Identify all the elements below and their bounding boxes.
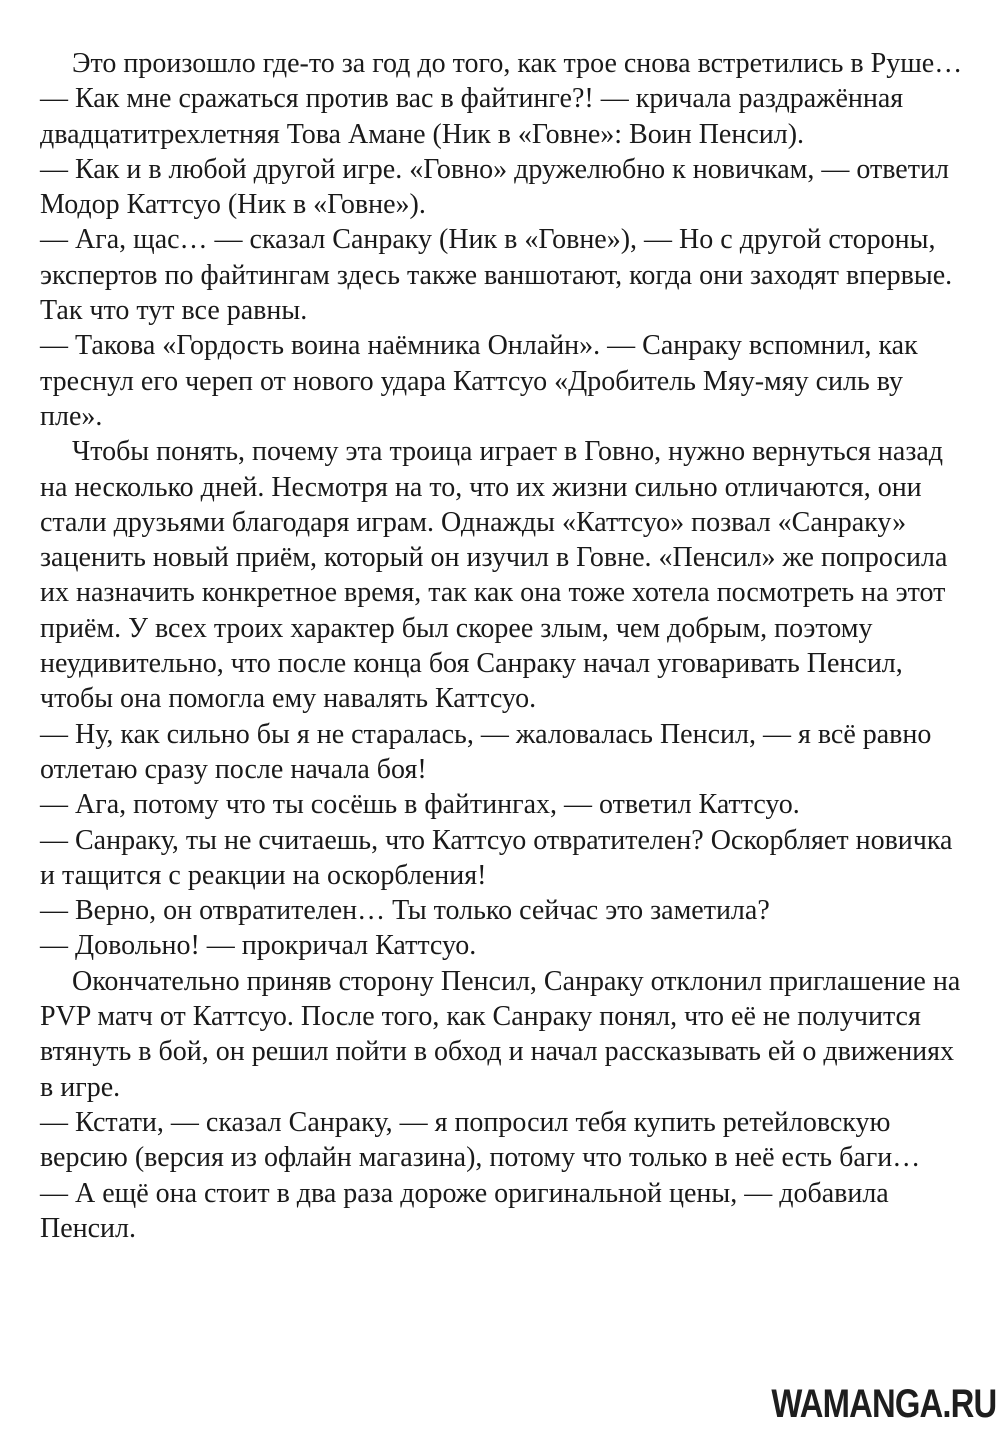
document-body [40, 46, 965, 1246]
paragraph: — Ну, как сильно бы я не старалась, — жаловалась Пенсил, — я всё равно отлетаю сразу после начала боя! [40, 718, 932, 785]
paragraph: — Как мне сражаться против вас в файтинге?! — кричала раздражённая двадцатитрехлетняя Това Амане (Ник в «Говне»: Воин Пенсил). [40, 83, 904, 150]
paragraph: Окончательно приняв сторону Пенсил, Санраку отклонил приглашение на PVP матч от Каттсуо. После того, как Санраку понял, что её не получится втянуть в бой, он решил пойти в обход и начал рассказывать ей о движениях в игре. [40, 965, 961, 1103]
site-watermark: WAMANGA.RU [770, 1382, 996, 1426]
paragraph: — А ещё она стоит в два раза дороже оригинальной цены, — добавила Пенсил. [40, 1177, 889, 1244]
paragraph: Чтобы понять, почему эта троица играет в Говно, нужно вернуться назад на несколько дней. Несмотря на то, что их жизни сильно отличаются, они стали друзьями благодаря играм. Однажды «Каттсуо» позвал «Санраку» заценить новый приём, который он изучил в Говне. «Пенсил» же попросила их назначить конкретное время, так как она тоже хотела посмотреть на этот приём. У всех троих характер был скорее злым, чем добрым, поэтому неудивительно, что после конца боя Санраку начал уговаривать Пенсил, чтобы она помогла ему навалять Каттсуо. [40, 436, 948, 715]
paragraph: — Как и в любой другой игре. «Говно» дружелюбно к новичкам, — ответил Модор Каттсуо (Ник в «Говне»). [40, 153, 949, 221]
paragraph: Это произошло где-то за год до того, как трое снова встретились в Руше… [72, 48, 963, 79]
paragraph: — Ага, щас… — сказал Санраку (Ник в «Говне»), — Но с другой стороны, экспертов по файтингам здесь также ваншотают, когда они заходят впервые. Так что тут все равны. [40, 224, 953, 327]
paragraph: — Довольно! — прокричал Каттсуо. [40, 930, 477, 962]
paragraph: — Такова «Гордость воина наёмника Онлайн». — Санраку вспомнил, как треснул его череп от нового удара Каттсуо «Дробитель Мяу-мяу силь ву пле». [40, 330, 918, 432]
paragraph: — Кстати, — сказал Санраку, — я попросил тебя купить ретейловскую версию (версия из офлайн магазина), потому что только в неё есть баги… [40, 1106, 921, 1174]
paragraph: — Ага, потому что ты сосёшь в файтингах, — ответил Каттсуо. [40, 789, 800, 821]
paragraph: — Верно, он отвратителен… Ты только сейчас это заметила? [40, 895, 770, 927]
paragraph: — Санраку, ты не считаешь, что Каттсуо отвратителен? Оскорбляет новичка и тащится с реакции на оскорбления! [40, 824, 953, 891]
